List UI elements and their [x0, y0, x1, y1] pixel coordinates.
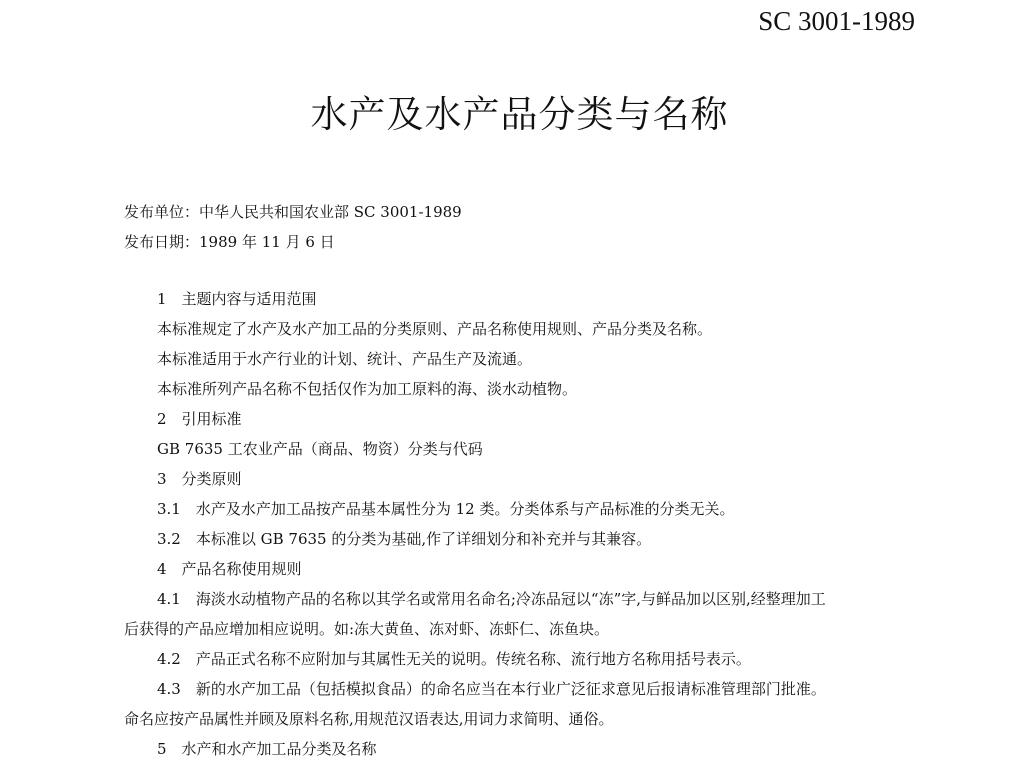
clause-4-3-continued: 命名应按产品属性并顾及原料名称,用规范汉语表达,用词力求简明、通俗。	[124, 710, 614, 728]
section-heading-5: 5 水产和水产加工品分类及名称	[157, 740, 377, 758]
section-heading-4: 4 产品名称使用规则	[157, 560, 302, 578]
paragraph: 本标准适用于水产行业的计划、统计、产品生产及流通。	[157, 350, 533, 368]
paragraph: 本标准所列产品名称不包括仅作为加工原料的海、淡水动植物。	[157, 380, 578, 398]
paragraph: 本标准规定了水产及水产加工品的分类原则、产品名称使用规则、产品分类及名称。	[157, 320, 713, 338]
publish-date-line: 发布日期：1989 年 11 月 6 日	[124, 233, 335, 251]
clause-4-1: 4.1 海淡水动植物产品的名称以其学名或常用名命名;冷冻品冠以“冻”字,与鲜品加以区别,经整理加工	[157, 590, 826, 608]
clause-4-2: 4.2 产品正式名称不应附加与其属性无关的说明。传统名称、流行地方名称用括号表示。	[157, 650, 751, 668]
clause-3-1: 3.1 水产及水产加工品按产品基本属性分为 12 类。分类体系与产品标准的分类无关。	[157, 500, 735, 518]
section-heading-1: 1 主题内容与适用范围	[157, 290, 317, 308]
standard-code: SC 3001-1989	[758, 6, 915, 36]
document-title: 水产及水产品分类与名称	[310, 93, 729, 136]
clause-3-2: 3.2 本标准以 GB 7635 的分类为基础,作了详细划分和补充并与其兼容。	[157, 530, 652, 548]
paragraph: GB 7635 工农业产品（商品、物资）分类与代码	[157, 440, 483, 458]
publisher-line: 发布单位：中华人民共和国农业部 SC 3001-1989	[124, 203, 462, 221]
clause-4-3: 4.3 新的水产加工品（包括模拟食品）的命名应当在本行业广泛征求意见后报请标准管理部门批准。	[157, 680, 826, 698]
section-heading-3: 3 分类原则	[157, 470, 242, 488]
clause-4-1-continued: 后获得的产品应增加相应说明。如:冻大黄鱼、冻对虾、冻虾仁、冻鱼块。	[124, 620, 610, 638]
section-heading-2: 2 引用标准	[157, 410, 242, 428]
